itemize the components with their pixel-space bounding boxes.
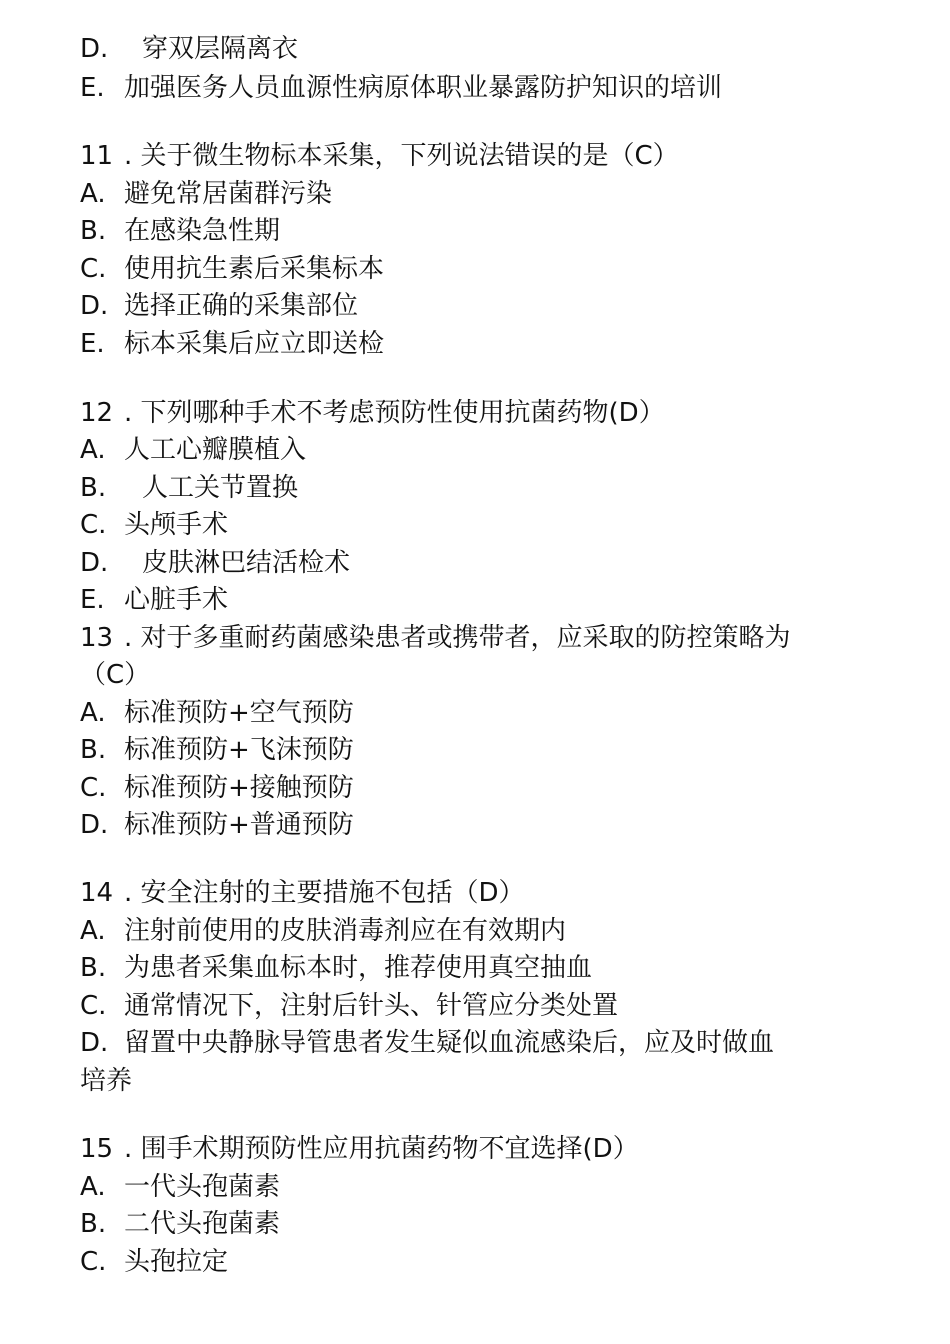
option-label: E.	[80, 73, 105, 103]
option-label: D.	[80, 810, 109, 840]
option-text: 皮肤淋巴结活检术	[142, 548, 351, 578]
option-line	[80, 1027, 774, 1059]
question-text: . 关于微生物标本采集，下列说法错误的是（C）	[124, 141, 679, 171]
option-label: B.	[80, 735, 107, 765]
question-number: 11	[80, 141, 114, 171]
option-label: A.	[80, 1172, 106, 1202]
question-text: . 下列哪种手术不考虑预防性使用抗菌药物(D）	[124, 398, 665, 428]
option-line	[80, 72, 722, 104]
option-text: 人工关节置换	[142, 473, 299, 503]
option-label: D.	[80, 548, 109, 578]
question-number: 15	[80, 1134, 114, 1164]
option-text: 使用抗生素后采集标本	[124, 254, 385, 284]
option-label: C.	[80, 1247, 107, 1277]
option-line	[80, 253, 384, 285]
option-text: 标准预防+飞沫预防	[124, 735, 354, 765]
option-text: 避免常居菌群污染	[124, 179, 333, 209]
question-stem	[80, 622, 791, 654]
option-text: 标准预防+空气预防	[124, 698, 354, 728]
option-label: A.	[80, 179, 106, 209]
option-line	[80, 952, 592, 984]
option-label: B.	[80, 216, 107, 246]
option-line	[80, 1246, 228, 1278]
question-text: . 围手术期预防性应用抗菌药物不宜选择(D）	[124, 1134, 639, 1164]
option-line	[80, 547, 350, 579]
option-text: 二代头孢菌素	[124, 1209, 281, 1239]
question-stem	[80, 140, 679, 172]
option-line	[80, 290, 358, 322]
option-line	[80, 772, 354, 804]
option-label: A.	[80, 435, 106, 465]
option-text: 穿双层隔离衣	[142, 34, 299, 64]
option-label: C.	[80, 254, 107, 284]
option-line	[80, 990, 618, 1022]
option-text: 留置中央静脉导管患者发生疑似血流感染后，应及时做血	[124, 1028, 775, 1058]
question-text: （C）	[80, 660, 151, 690]
option-text: 加强医务人员血源性病原体职业暴露防护知识的培训	[124, 73, 723, 103]
option-line	[80, 215, 280, 247]
question-text: . 对于多重耐药菌感染患者或携带者，应采取的防控策略为	[124, 623, 791, 653]
option-continuation	[80, 1065, 132, 1097]
option-line	[80, 509, 228, 541]
option-label: B.	[80, 473, 107, 503]
option-text: 人工心瓣膜植入	[124, 435, 307, 465]
option-text: 头孢拉定	[124, 1247, 229, 1277]
option-text: 心脏手术	[124, 585, 229, 615]
option-text: 培养	[80, 1066, 133, 1096]
question-stem	[80, 877, 525, 909]
option-label: C.	[80, 773, 107, 803]
option-text: 标准预防+接触预防	[124, 773, 354, 803]
question-stem-continuation	[80, 659, 150, 691]
option-line	[80, 33, 298, 65]
option-label: A.	[80, 916, 106, 946]
question-stem	[80, 1133, 639, 1165]
option-label: C.	[80, 510, 107, 540]
option-label: E.	[80, 585, 105, 615]
option-text: 标本采集后应立即送检	[124, 329, 385, 359]
option-label: D.	[80, 34, 109, 64]
option-text: 头颅手术	[124, 510, 229, 540]
question-text: . 安全注射的主要措施不包括（D）	[124, 878, 525, 908]
option-text: 注射前使用的皮肤消毒剂应在有效期内	[124, 916, 567, 946]
option-text: 一代头孢菌素	[124, 1172, 281, 1202]
option-label: E.	[80, 329, 105, 359]
option-label: C.	[80, 991, 107, 1021]
question-number: 14	[80, 878, 114, 908]
option-line	[80, 328, 384, 360]
option-text: 在感染急性期	[124, 216, 281, 246]
option-label: D.	[80, 1028, 109, 1058]
option-label: B.	[80, 953, 107, 983]
option-line	[80, 734, 354, 766]
option-text: 通常情况下，注射后针头、针管应分类处置	[124, 991, 619, 1021]
option-line	[80, 809, 354, 841]
option-line	[80, 1171, 280, 1203]
option-line	[80, 584, 228, 616]
option-line	[80, 178, 332, 210]
option-label: A.	[80, 698, 106, 728]
option-text: 标准预防+普通预防	[124, 810, 354, 840]
option-line	[80, 697, 354, 729]
option-text: 为患者采集血标本时，推荐使用真空抽血	[124, 953, 593, 983]
option-label: D.	[80, 291, 109, 321]
option-text: 选择正确的采集部位	[124, 291, 359, 321]
option-line	[80, 915, 566, 947]
question-number: 12	[80, 398, 114, 428]
option-line	[80, 434, 306, 466]
question-number: 13	[80, 623, 114, 653]
option-line	[80, 472, 298, 504]
option-line	[80, 1208, 280, 1240]
option-label: B.	[80, 1209, 107, 1239]
question-stem	[80, 397, 665, 429]
